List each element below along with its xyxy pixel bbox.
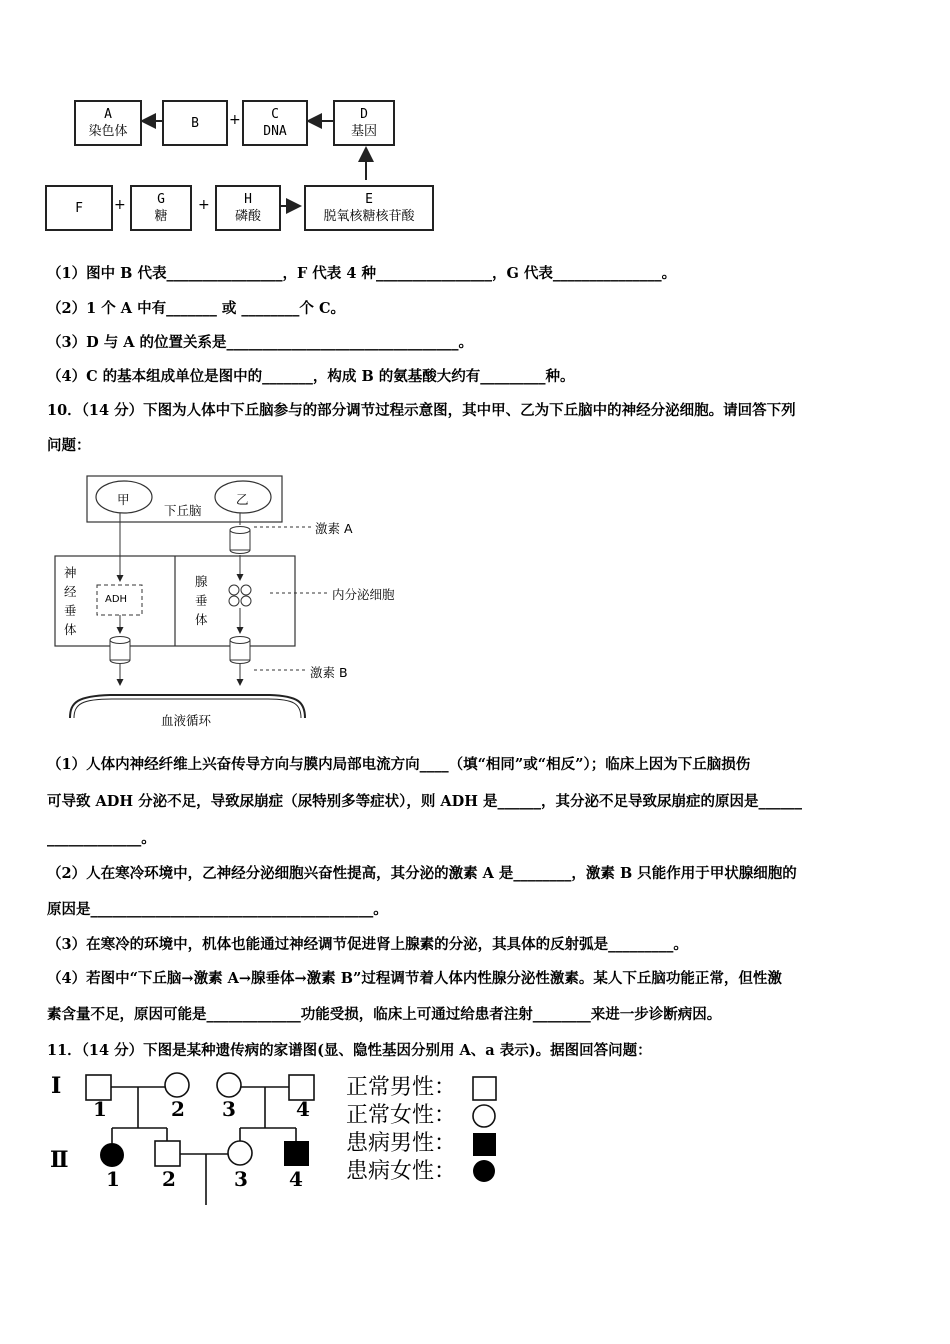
i2-label: 2 xyxy=(171,1097,185,1121)
legend-normal-female: 正常女性： xyxy=(346,1103,457,1128)
q10-sub4-line2: 素含量不足，原因可能是_____________功能受损，临床上可通过给患者注射________来进一步诊断病因。 xyxy=(47,1006,722,1023)
q10-sub4-line1: （4）若图中“下丘脑→激素 A→腺垂体→激素 B”过程调节着人体内性腺分泌性激素。某人下丘脑功能正常，但性激 xyxy=(47,970,782,987)
box-b-letter: B xyxy=(191,115,199,131)
q9-sub2: （2）1 个 A 中有_______ 或 ________个 C。 xyxy=(47,300,346,317)
legend-normal-female-icon xyxy=(473,1105,495,1127)
neuro-char: 垂 xyxy=(64,603,77,618)
box-e-text: 脱氧核糖核苷酸 xyxy=(323,209,415,224)
box-h-text: 磷酸 xyxy=(234,209,261,224)
q10-sub2-line1: （2）人在寒冷环境中，乙神经分泌细胞兴奋性提高，其分泌的激素 A 是________，激素 B 只能作用于甲状腺细胞的 xyxy=(47,865,797,882)
box-f-letter: F xyxy=(75,200,83,216)
box-g-letter: G xyxy=(157,192,165,207)
q11-intro-text: 11．（14 分）下图是某种遗传病的家谱图(显、隐性基因分别用 A、a 表示)。据图回答问题： xyxy=(47,1042,652,1059)
label-jia: 甲 xyxy=(117,492,130,507)
legend-affected-male-icon xyxy=(473,1133,496,1156)
ii4-label: 4 xyxy=(289,1167,303,1191)
ii1-label: 1 xyxy=(106,1167,120,1191)
ii3-normal-female xyxy=(228,1141,252,1165)
box-h-letter: H xyxy=(244,192,252,207)
legend-affected-male: 患病男性： xyxy=(346,1131,457,1156)
i3-normal-female xyxy=(217,1073,241,1097)
ii2-label: 2 xyxy=(162,1167,176,1191)
label-yi: 乙 xyxy=(236,492,249,507)
q10-sub2-line2: 原因是_______________________________________。 xyxy=(47,901,388,918)
ii2-normal-male xyxy=(155,1141,180,1166)
q10-sub3: （3）在寒冷的环境中，机体也能通过神经调节促进肾上腺素的分泌，其具体的反射弧是_________。 xyxy=(47,936,688,953)
label-hormone-a: 激素 A xyxy=(315,521,353,536)
box-a-text: 染色体 xyxy=(88,124,128,139)
i3-label: 3 xyxy=(222,1097,236,1121)
generation-1-label: Ⅰ xyxy=(51,1073,62,1099)
q10-sub1-line3: _____________。 xyxy=(47,830,156,847)
legend-normal-male: 正常男性： xyxy=(346,1075,457,1100)
neuro-char: 体 xyxy=(64,622,77,637)
label-adh: ADH xyxy=(105,594,128,605)
box-c-letter: C xyxy=(271,107,279,122)
plus-sign: + xyxy=(198,197,210,213)
legend-affected-female-icon xyxy=(473,1160,495,1182)
label-hypothalamus: 下丘脑 xyxy=(164,503,202,518)
q10-intro2-text: 问题： xyxy=(47,437,91,454)
i2-normal-female xyxy=(165,1073,189,1097)
ii1-affected-female xyxy=(100,1143,124,1167)
box-d-letter: D xyxy=(360,107,368,122)
i4-label: 4 xyxy=(296,1097,310,1121)
box-c-text: DNA xyxy=(263,124,287,139)
neuro-char: 经 xyxy=(64,584,77,599)
generation-2-label: Ⅱ xyxy=(50,1147,69,1173)
q10-sub1-line1: （1）人体内神经纤维上兴奋传导方向与膜内局部电流方向____（填“相同”或“相反”）；临床上因为下丘脑损伤 xyxy=(47,756,751,773)
pedigree-svg xyxy=(0,0,520,1220)
q10-intro1-text: 10．（14 分）下图为人体中下丘脑参与的部分调节过程示意图，其中甲、乙为下丘脑中的神经分泌细胞。请回答下列 xyxy=(47,402,796,419)
q9-sub4: （4）C 的基本组成单位是图中的_______，构成 B 的氨基酸大约有_________种。 xyxy=(47,368,575,385)
q9-sub1: （1）图中 B 代表________________，F 代表 4 种________________，G 代表_______________。 xyxy=(47,265,677,282)
q9-sub3: （3）D 与 A 的位置关系是________________________________。 xyxy=(47,334,474,351)
pedigree-legend xyxy=(346,1074,456,1186)
box-g-text: 糖 xyxy=(154,209,168,224)
box-e-letter: E xyxy=(365,192,373,207)
plus-sign: + xyxy=(114,197,126,213)
box-a-letter: A xyxy=(104,107,112,122)
adeno-char: 体 xyxy=(195,612,208,627)
legend-normal-male-icon xyxy=(473,1077,496,1100)
adeno-char: 垂 xyxy=(195,593,208,608)
label-blood: 血液循环 xyxy=(161,713,212,728)
plus-sign: + xyxy=(229,112,241,128)
neuro-char: 神 xyxy=(64,565,77,580)
i1-label: 1 xyxy=(93,1097,107,1121)
label-hormone-b: 激素 B xyxy=(310,665,348,680)
box-d-text: 基因 xyxy=(350,124,377,139)
ii4-affected-male xyxy=(284,1141,309,1166)
ii3-label: 3 xyxy=(234,1167,248,1191)
adeno-char: 腺 xyxy=(195,574,208,589)
q10-sub1-line2: 可导致 ADH 分泌不足，导致尿崩症（尿特别多等症状），则 ADH 是______，其分泌不足导致尿崩症的原因是______ xyxy=(47,793,802,810)
legend-affected-female: 患病女性： xyxy=(346,1159,457,1184)
label-endocrine: 内分泌细胞 xyxy=(332,587,395,602)
